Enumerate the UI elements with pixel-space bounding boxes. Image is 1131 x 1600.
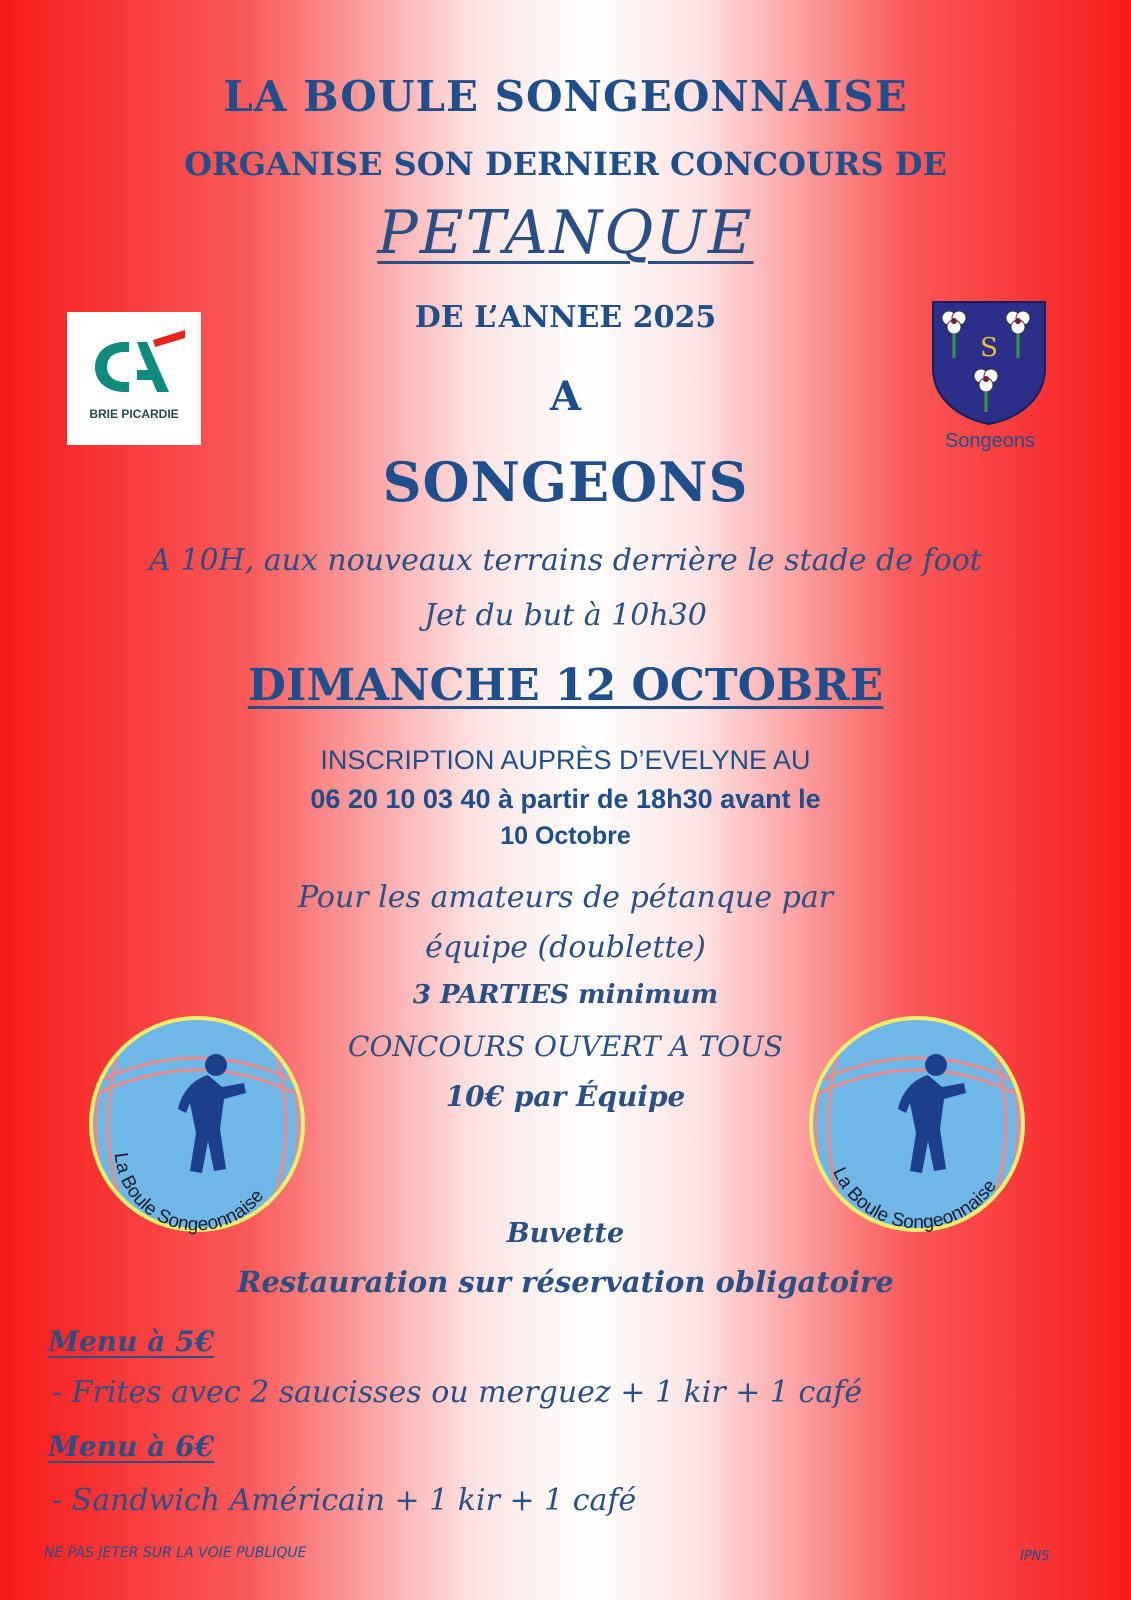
petanque-ball-icon (86, 1013, 308, 1235)
club-name-left: La Boule Songeonnaise (109, 1151, 269, 1235)
bank-logo-icon (67, 312, 201, 412)
event-date: DIMANCHE 12 OCTOBRE (247, 660, 884, 711)
club-name-right: La Boule Songeonnaise (828, 1164, 1002, 1234)
menu-2-item: - Sandwich Américain + 1 kir + 1 café (52, 1483, 637, 1518)
title-a: A (549, 373, 582, 420)
town-shield-icon (925, 298, 1055, 428)
club-logo-right (806, 1013, 1028, 1235)
title-sport-wrap (0, 198, 1131, 268)
town-crest (925, 298, 1055, 458)
menu-2-title: Menu à 6€ (48, 1430, 215, 1463)
title-town: SONGEONS (382, 450, 749, 514)
registration-line-2: 06 20 10 03 40 à partir de 18h30 avant le (310, 784, 821, 814)
bank-name: BRIE PICARDIE (89, 407, 179, 421)
registration-line-3: 10 Octobre (500, 822, 631, 850)
petanque-ball-icon (806, 1013, 1028, 1235)
title-sport: PETANQUE (377, 198, 754, 268)
bank-logo (67, 312, 201, 445)
title-club: LA BOULE SONGEONNAISE (223, 72, 908, 121)
menu-1-title: Menu à 5€ (48, 1325, 215, 1358)
title-year: DE L’ANNEE 2025 (414, 300, 717, 335)
menu-1-item: - Frites avec 2 saucisses ou merguez + 1 kir + 1 café (52, 1375, 863, 1410)
footer-ipns: IPNS (1020, 1549, 1050, 1564)
audience-line-1: Pour les amateurs de pétanque par (297, 880, 834, 915)
title-organise: ORGANISE SON DERNIER CONCOURS DE (184, 145, 947, 183)
svg-text:S: S (980, 333, 998, 363)
location-line: A 10H, aux nouveaux terrains derrière le stade de foot (149, 543, 982, 578)
open-to-all: CONCOURS OUVERT A TOUS (348, 1030, 783, 1063)
event-date-wrap (0, 660, 1131, 711)
bar-line: Buvette (506, 1218, 625, 1249)
games-count: 3 PARTIES minimum (412, 980, 719, 1010)
town-name: Songeons (944, 430, 1036, 452)
entry-price: 10€ par Équipe (445, 1080, 686, 1113)
audience-line-2: équipe (doublette) (425, 930, 706, 965)
start-line: Jet du but à 10h30 (424, 598, 707, 633)
registration-line-1: INSCRIPTION AUPRÈS D’EVELYNE AU (320, 745, 811, 775)
club-logo-left (86, 1013, 308, 1235)
footer-notice: NE PAS JETER SUR LA VOIE PUBLIQUE (44, 1545, 307, 1561)
food-line: Restauration sur réservation obligatoire (237, 1265, 894, 1299)
